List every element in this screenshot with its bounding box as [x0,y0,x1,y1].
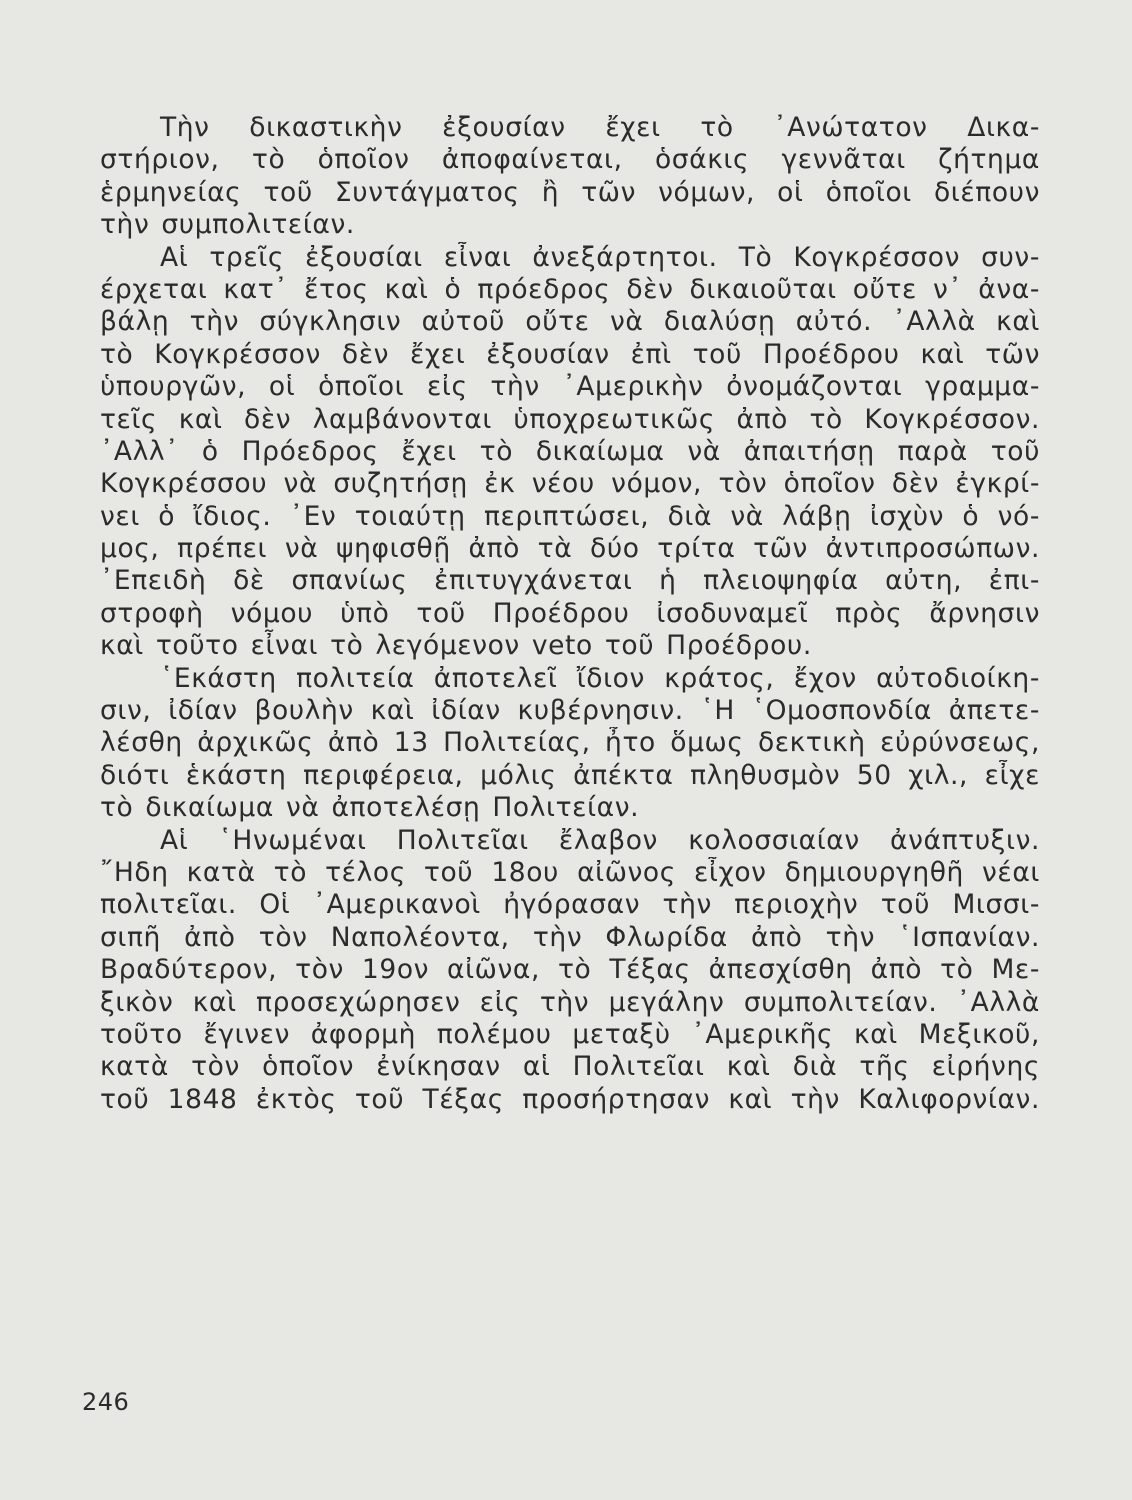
body-text [100,112,1040,1116]
text-line: νει ὁ ἴδιος. ᾽Εν τοιαύτῃ περιπτώσει, διὰ νὰ λάβῃ ἰσχὺν ὁ νό- [100,500,1040,532]
text-line: στήριον, τὸ ὁποῖον ἀποφαίνεται, ὁσάκις γεννᾶται ζήτημα [100,144,1040,176]
text-line: ᾽Επειδὴ δὲ σπανίως ἐπιτυγχάνεται ἡ πλειοψηφία αὐτη, ἐπι- [100,565,1040,597]
text-line: ῾Εκάστη πολιτεία ἀποτελεῖ ἴδιον κράτος, ἔχον αὐτοδιοίκη- [160,662,1040,694]
text-line: ᾽Αλλ᾽ ὁ Πρόεδρος ἔχει τὸ δικαίωμα νὰ ἀπαιτήσῃ παρὰ τοῦ [100,435,1040,467]
text-line: λέσθη ἀρχικῶς ἀπὸ 13 Πολιτείας, ἦτο ὅμως δεκτικὴ εὐρύνσεως, [100,727,1040,759]
text-line: σιν, ἰδίαν βουλὴν καὶ ἰδίαν κυβέρνησιν. ῾Η ῾Ομοσπονδία ἀπετε- [100,695,1040,727]
text-line: Αἱ τρεῖς ἐξουσίαι εἶναι ἀνεξάρτητοι. Τὸ Κογκρέσσον συν- [160,241,1040,273]
text-line: τὸ Κογκρέσσον δὲν ἔχει ἐξουσίαν ἐπὶ τοῦ Προέδρου καὶ τῶν [100,338,1040,370]
text-line: Τὴν δικαστικὴν ἐξουσίαν ἔχει τὸ ᾽Ανώτατον Δικα- [160,112,1040,143]
text-line: κατὰ τὸν ὁποῖον ἐνίκησαν αἱ Πολιτεῖαι καὶ διὰ τῆς εἰρήνης [100,1051,1040,1083]
text-line: βάλῃ τὴν σύγκλησιν αὐτοῦ οὔτε νὰ διαλύσῃ αὐτό. ᾽Αλλὰ καὶ [100,306,1040,338]
text-line: τὴν συμπολιτείαν. [100,209,355,241]
text-line: καὶ τοῦτο εἶναι τὸ λεγόμενον veto τοῦ Προέδρου. [100,630,812,662]
text-line: Κογκρέσσου νὰ συζητήσῃ ἐκ νέου νόμον, τὸν ὁποῖον δὲν ἐγκρί- [100,468,1040,500]
text-line: μος, πρέπει νὰ ψηφισθῇ ἀπὸ τὰ δύο τρίτα τῶν ἀντιπροσώπων. [100,533,1040,565]
text-line: διότι ἑκάστη περιφέρεια, μόλις ἀπέκτα πληθυσμὸν 50 χιλ., εἶχε [100,759,1040,791]
text-line: πολιτεῖαι. Οἱ ᾽Αμερικανοὶ ἠγόρασαν τὴν περιοχὴν τοῦ Μισσι- [100,889,1040,921]
text-line: τὸ δικαίωμα νὰ ἀποτελέσῃ Πολιτείαν. [100,792,640,824]
page-number: 246 [82,1388,130,1416]
text-line: τεῖς καὶ δὲν λαμβάνονται ὑποχρεωτικῶς ἀπὸ τὸ Κογκρέσσον. [100,403,1040,435]
text-line: Βραδύτερον, τὸν 19ον αἰῶνα, τὸ Τέξας ἀπεσχίσθη ἀπὸ τὸ Με- [100,954,1040,986]
text-line: σιπῆ ἀπὸ τὸν Ναπολέοντα, τὴν Φλωρίδα ἀπὸ τὴν ῾Ισπανίαν. [100,921,1040,953]
text-line: ἑρμηνείας τοῦ Συντάγματος ἢ τῶν νόμων, οἱ ὁποῖοι διέπουν [100,176,1040,208]
text-line: τοῦ 1848 ἐκτὸς τοῦ Τέξας προσήρτησαν καὶ τὴν Καλιφορνίαν. [100,1083,1040,1115]
text-line: ὑπουργῶν, οἱ ὁποῖοι εἰς τὴν ᾽Αμερικὴν ὀνομάζονται γραμμα- [100,371,1040,403]
text-line: Αἱ ῾Ηνωμέναι Πολιτεῖαι ἔλαβον κολοσσιαίαν ἀνάπτυξιν. [160,824,1040,856]
text-line: ξικὸν καὶ προσεχώρησεν εἰς τὴν μεγάλην συμπολιτείαν. ᾽Αλλὰ [100,986,1040,1018]
text-line: έρχεται κατ᾽ ἔτος καὶ ὁ πρόεδρος δὲν δικαιοῦται οὔτε ν᾽ ἀνα- [100,273,1040,305]
text-line: στροφὴ νόμου ὑπὸ τοῦ Προέδρου ἰσοδυναμεῖ πρὸς ἄρνησιν [100,597,1040,629]
text-line: ῎Ηδη κατὰ τὸ τέλος τοῦ 18ου αἰῶνος εἶχον δημιουργηθῆ νέαι [100,856,1040,888]
text-line: τοῦτο ἔγινεν ἀφορμὴ πολέμου μεταξὺ ᾽Αμερικῆς καὶ Μεξικοῦ, [100,1018,1040,1050]
